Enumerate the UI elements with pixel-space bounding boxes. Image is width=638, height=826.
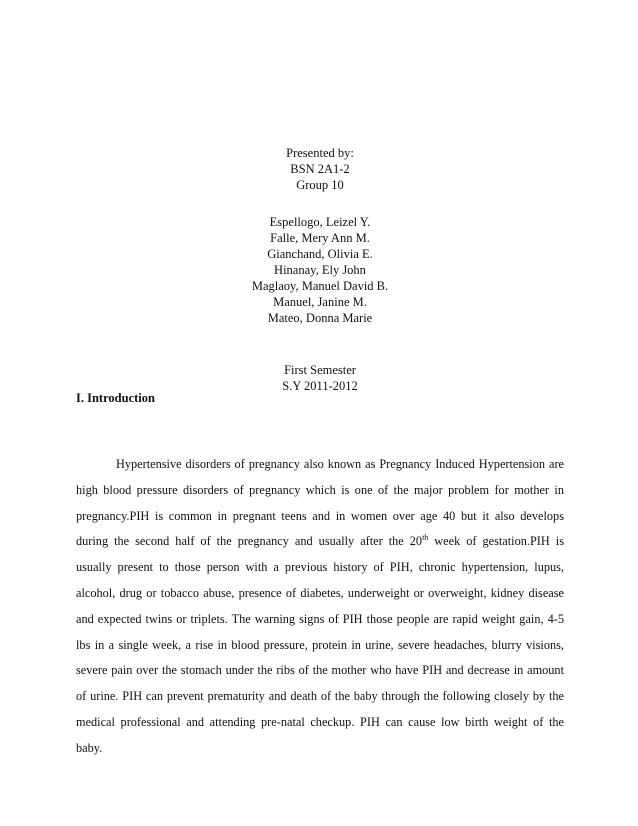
line-text: during the second half of the pregnancy and usually after the 20	[76, 534, 423, 549]
member-name: Falle, Mery Ann M.	[270, 231, 370, 245]
paragraph-line: medical professional and attending pre-natal checkup. PIH can cause low birth weight of the	[76, 714, 564, 729]
member-list	[215, 214, 425, 326]
paragraph-line-with-superscript	[76, 529, 564, 555]
paragraph-line: Hypertensive disorders of pregnancy also known as Pregnancy Induced Hypertension are	[116, 457, 564, 471]
paragraph-line: alcohol, drug or tobacco abuse, presence of diabetes, underweight or overweight, kidney disease	[76, 585, 564, 600]
paragraph-line: baby.	[76, 740, 103, 755]
paragraph-line: severe pain over the stomach under the ribs of the mother who have PIH and decrease in amount	[76, 663, 564, 678]
member-name: Maglaoy, Manuel David B.	[251, 279, 389, 293]
section-label: BSN 2A1-2	[290, 162, 350, 176]
introduction-paragraph	[76, 452, 564, 762]
paragraph-line: and expected twins or triplets. The warning signs of PIH those people are rapid weight gain, 4-5	[76, 611, 564, 626]
paragraph-line: usually present to those person with a previous history of PIH, chronic hypertension, lupus,	[76, 560, 564, 575]
term-block	[215, 362, 425, 394]
presented-by-label: Presented by:	[286, 146, 354, 160]
line-text-rest: week of gestation.PIH is	[428, 534, 564, 549]
member-name: Mateo, Donna Marie	[267, 311, 373, 325]
member-name: Hinanay, Ely John	[274, 263, 366, 277]
paragraph-line: pregnancy.PIH is common in pregnant teens and in women over age 40 but it also develops	[76, 508, 564, 523]
member-name: Gianchand, Olivia E.	[267, 247, 373, 261]
paragraph-line: high blood pressure disorders of pregnancy which is one of the major problem for mother in	[76, 482, 564, 497]
section-heading: I. Introduction	[76, 391, 155, 405]
member-name: Espellogo, Leizel Y.	[269, 215, 371, 229]
ordinal-superscript: th	[422, 533, 429, 543]
paragraph-line: of urine. PIH can prevent prematurity and death of the baby through the following closely by the	[76, 689, 564, 704]
paragraph-line: lbs in a single week, a rise in blood pressure, protein in urine, severe headaches, blurry visions,	[76, 637, 564, 652]
school-year-label: S.Y 2011-2012	[282, 379, 358, 393]
member-name: Manuel, Janine M.	[273, 295, 367, 309]
group-label: Group 10	[296, 178, 344, 192]
presenter-block	[215, 145, 425, 193]
semester-label: First Semester	[284, 363, 356, 377]
